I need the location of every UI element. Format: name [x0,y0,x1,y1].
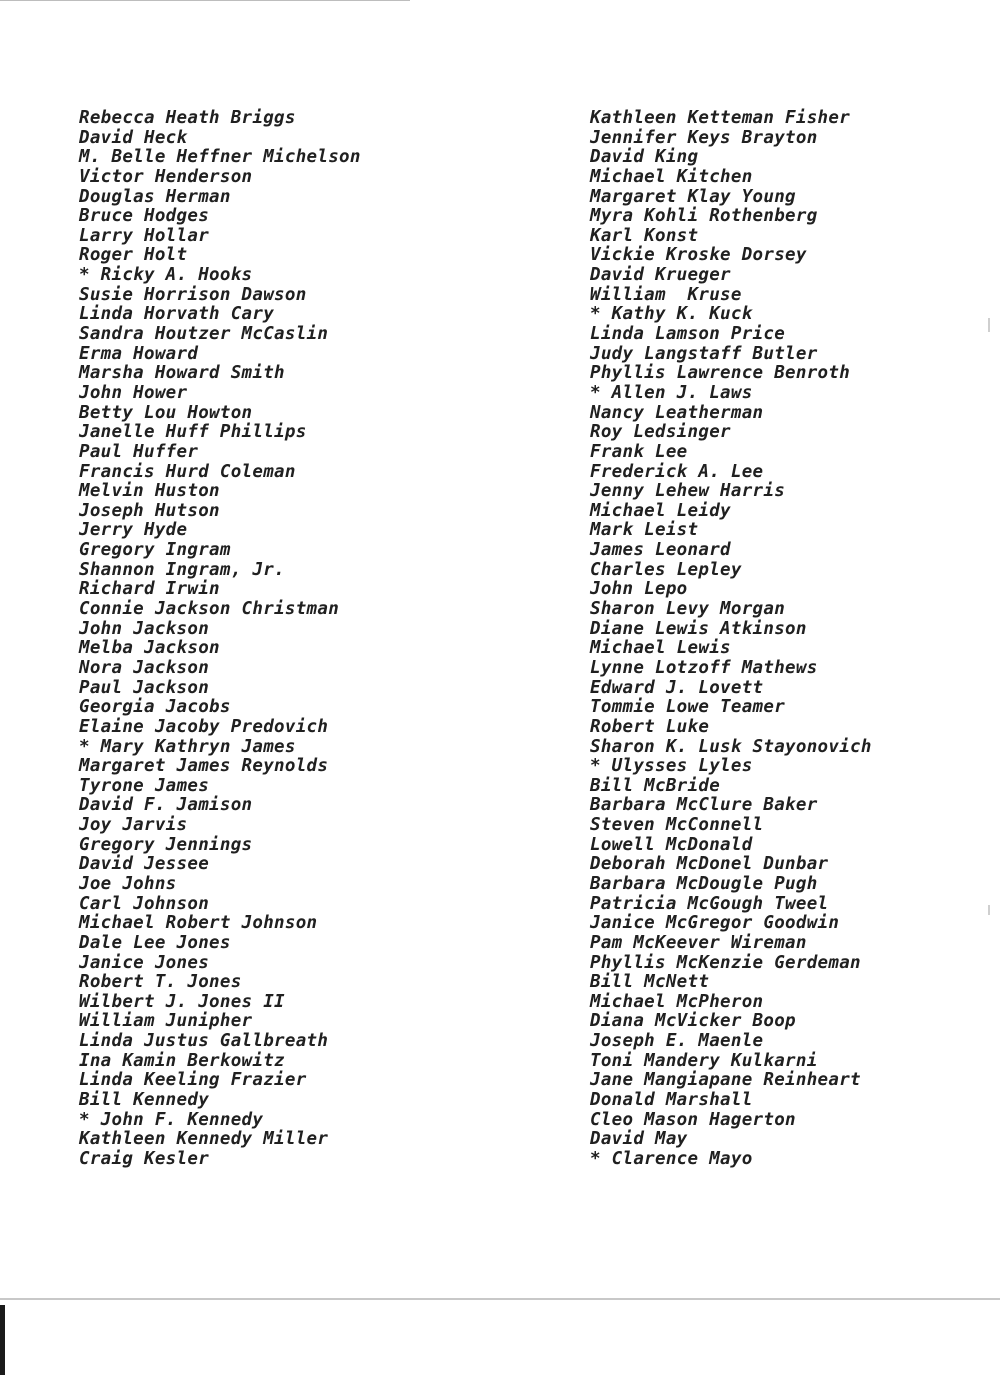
name-entry: Gregory Ingram [79,540,231,561]
name-entry: Diana McVicker Boop [590,1011,796,1032]
name-entry: Pam McKeever Wireman [590,932,807,953]
name-entry: Bill McNett [590,972,710,993]
name-entry: Lynne Lotzoff Mathews [590,657,818,678]
name-entry: David May [590,1129,688,1150]
name-entry: Douglas Herman [79,186,231,207]
name-entry: Judy Langstaff Butler [590,343,818,364]
name-entry: Joseph E. Maenle [590,1031,764,1052]
name-entry: Connie Jackson Christman [79,599,340,620]
name-entry: Dale Lee Jones [79,932,231,953]
scan-bottom-edge [0,1298,1000,1300]
name-entry: Nora Jackson [79,657,210,678]
name-entry: Lowell McDonald [590,834,753,855]
name-entry: Linda Keeling Frazier [79,1070,307,1091]
name-entry: Steven McConnell [590,815,764,836]
name-entry: * Mary Kathryn James [79,736,296,757]
name-entry: Richard Irwin [79,579,220,600]
name-entry: Wilbert J. Jones II [79,991,285,1012]
name-entry: Patricia McGough Tweel [590,893,829,914]
name-entry: Linda Justus Gallbreath [79,1031,329,1052]
name-entry: Barbara McDougle Pugh [590,873,818,894]
name-entry: Charles Lepley [590,559,742,580]
name-entry: Michael Robert Johnson [79,913,318,934]
name-entry: Janice McGregor Goodwin [590,913,840,934]
names-column-left [79,109,539,1170]
name-entry: Victor Henderson [79,166,253,187]
name-entry: * Ricky A. Hooks [79,265,253,286]
name-entry: Roger Holt [79,245,188,266]
name-entry: Vickie Kroske Dorsey [590,245,807,266]
name-entry: Gregory Jennings [79,834,253,855]
name-entry: Georgia Jacobs [79,697,231,718]
name-entry: David King [590,147,699,168]
name-entry: Robert T. Jones [79,972,242,993]
name-entry: William Kruse [590,284,742,305]
name-entry: Jerry Hyde [79,520,188,541]
name-entry: David Jessee [79,854,210,875]
name-entry: Michael Kitchen [590,166,753,187]
name-entry: Linda Lamson Price [590,324,786,345]
scan-top-edge [0,0,410,1]
name-entry: Erma Howard [79,343,199,364]
name-entry: * Clarence Mayo [590,1148,753,1169]
name-entry: Bruce Hodges [79,206,210,227]
name-entry: John Hower [79,382,188,403]
scan-binding-mark [0,1305,5,1375]
name-entry: Edward J. Lovett [590,677,764,698]
name-entry: M. Belle Heffner Michelson [79,147,361,168]
name-entry: Margaret James Reynolds [79,756,329,777]
name-entry: Ina Kamin Berkowitz [79,1050,285,1071]
name-entry: Nancy Leatherman [590,402,764,423]
name-entry: Carl Johnson [79,893,210,914]
name-entry: Kathleen Ketteman Fisher [590,108,851,128]
name-entry: Margaret Klay Young [590,186,796,207]
name-entry: David F. Jamison [79,795,253,816]
name-entry: Jenny Lehew Harris [590,481,786,502]
name-entry: Joe Johns [79,873,177,894]
name-entry: Joy Jarvis [79,815,188,836]
name-entry: Frederick A. Lee [590,461,764,482]
name-entry: Craig Kesler [79,1148,210,1169]
name-entry: Sandra Houtzer McCaslin [79,324,329,345]
name-entry: Janelle Huff Phillips [79,422,307,443]
name-entry: * Allen J. Laws [590,382,753,403]
name-entry: James Leonard [590,540,731,561]
names-column-right [590,109,990,1170]
name-entry: Elaine Jacoby Predovich [79,716,329,737]
name-entry: Francis Hurd Coleman [79,461,296,482]
name-entry: Melvin Huston [79,481,220,502]
name-entry: Robert Luke [590,716,710,737]
name-entry: Mark Leist [590,520,699,541]
name-entry: Phyllis McKenzie Gerdeman [590,952,861,973]
name-entry: Michael Leidy [590,500,731,521]
name-entry: Toni Mandery Kulkarni [590,1050,818,1071]
name-entry: Barbara McClure Baker [590,795,818,816]
name-entry: Susie Horrison Dawson [79,284,307,305]
name-entry: Betty Lou Howton [79,402,253,423]
name-entry: * Kathy K. Kuck [590,304,753,325]
name-entry: Sharon K. Lusk Stayonovich [590,736,872,757]
name-entry: Donald Marshall [590,1090,753,1111]
name-entry: Rebecca Heath Briggs [79,108,296,128]
name-entry: Diane Lewis Atkinson [590,618,807,639]
name-entry: Frank Lee [590,441,688,462]
name-entry: Jane Mangiapane Reinheart [590,1070,861,1091]
name-entry: Marsha Howard Smith [79,363,285,384]
name-entry: Karl Konst [590,225,699,246]
name-entry: David Krueger [590,265,731,286]
name-entry: David Heck [79,127,188,148]
name-entry: Paul Huffer [79,441,199,462]
name-entry: Sharon Levy Morgan [590,599,786,620]
name-entry: Michael McPheron [590,991,764,1012]
name-entry: Phyllis Lawrence Benroth [590,363,851,384]
name-entry: Larry Hollar [79,225,210,246]
name-entry: Bill Kennedy [79,1090,210,1111]
name-entry: Joseph Hutson [79,500,220,521]
name-entry: Cleo Mason Hagerton [590,1109,796,1130]
name-entry: Kathleen Kennedy Miller [79,1129,329,1150]
name-entry: Melba Jackson [79,638,220,659]
name-entry: Paul Jackson [79,677,210,698]
name-entry: Linda Horvath Cary [79,304,275,325]
name-entry: Shannon Ingram, Jr. [79,559,285,580]
name-entry: Michael Lewis [590,638,731,659]
name-entry: Tommie Lowe Teamer [590,697,786,718]
name-entry: John Lepo [590,579,688,600]
name-entry: Bill McBride [590,775,721,796]
name-entry: * Ulysses Lyles [590,756,753,777]
name-entry: Jennifer Keys Brayton [590,127,818,148]
name-entry: William Junipher [79,1011,253,1032]
name-entry: Deborah McDonel Dunbar [590,854,829,875]
name-entry: * John F. Kennedy [79,1109,264,1130]
name-entry: Janice Jones [79,952,210,973]
name-entry: John Jackson [79,618,210,639]
name-entry: Roy Ledsinger [590,422,731,443]
name-entry: Myra Kohli Rothenberg [590,206,818,227]
name-entry: Tyrone James [79,775,210,796]
